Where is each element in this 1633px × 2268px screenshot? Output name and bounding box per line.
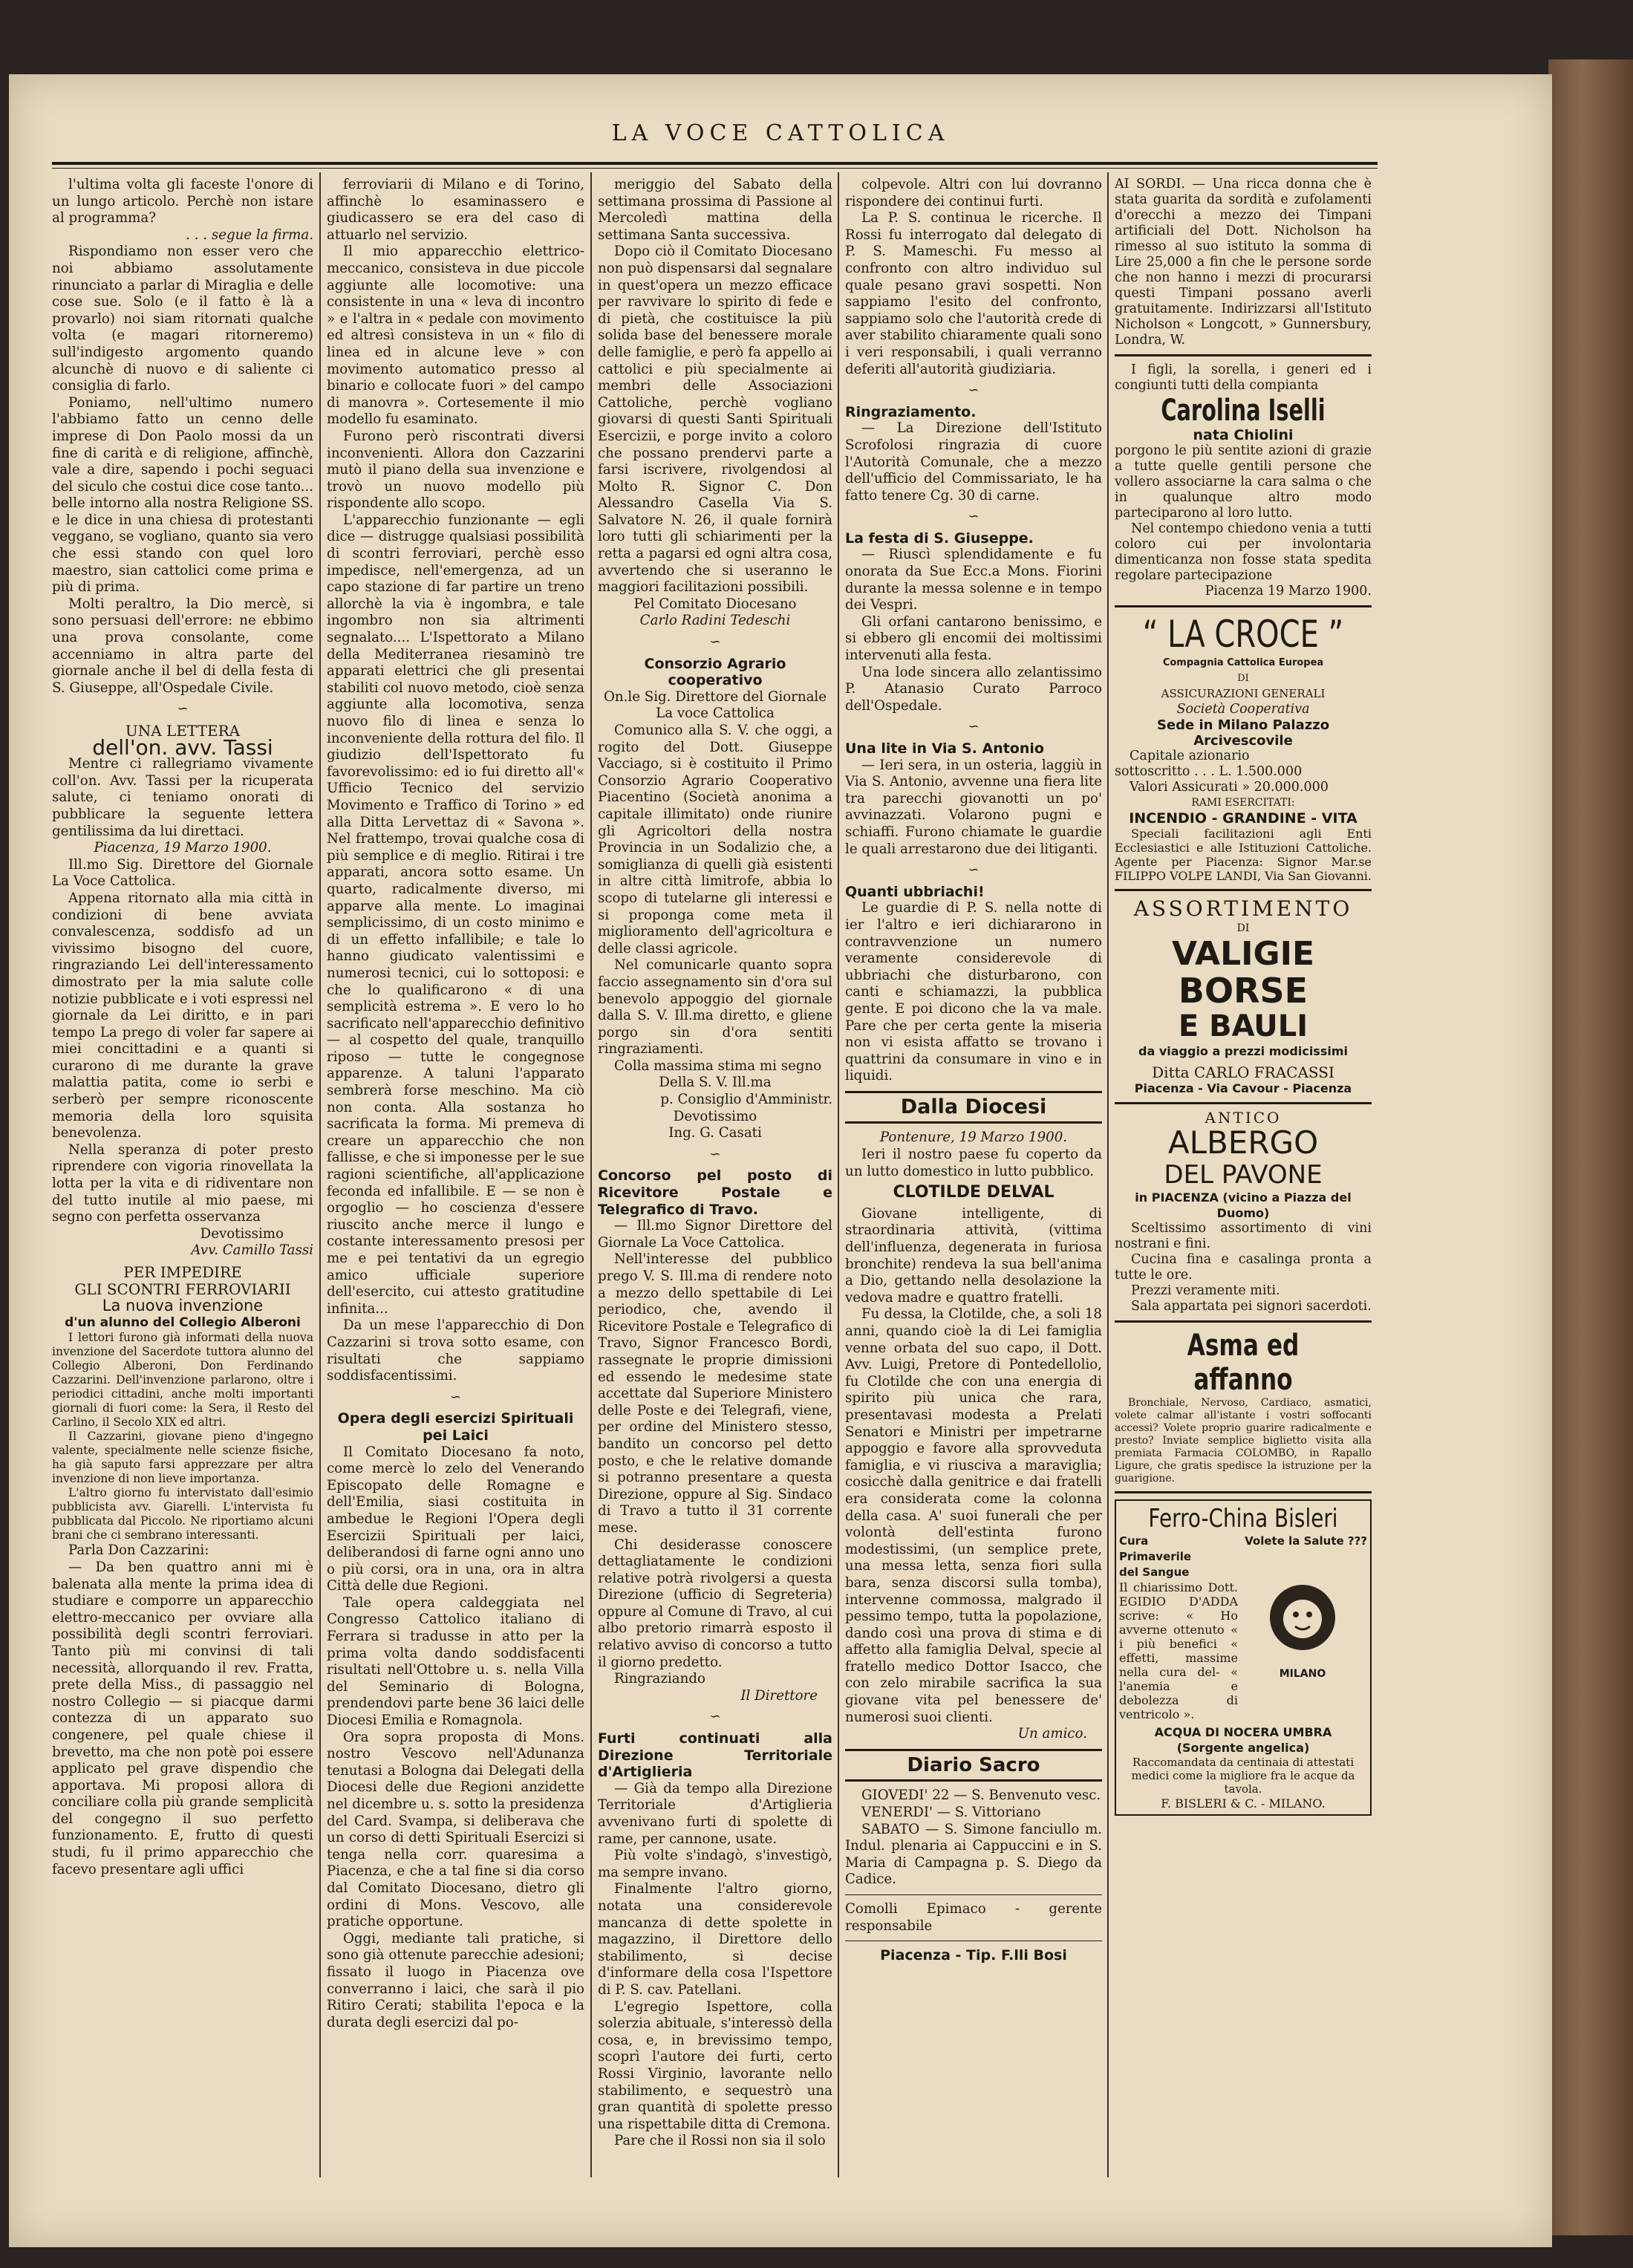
ornament: ∽ xyxy=(709,1709,721,1725)
section-rule xyxy=(845,1121,1102,1124)
column-separator xyxy=(319,172,321,2177)
article-title: dell'on. avv. Tassi xyxy=(92,734,273,760)
article-title: CLOTILDE DELVAL xyxy=(893,1183,1055,1202)
ad-text: Raccomandata da centinaia di attestati medici come la migliore fra le acque da tavola. xyxy=(1131,1756,1355,1796)
paragraph: Fu dessa, la Clotilde, che, a soli 18 anni, quando cioè la di Lei famiglia venne orbata del suo capo, il Dott. Avv. Luigi, Pretore di Pontedellolio, fu Clotilde che con una energia di spirito più unica che rara, presentavasi modesta a Prelati Senatori e Ministri per impetrarne appoggio e favore alla sprovveduta famiglia, e vi riusciva a maraviglia; cosicchè dalla genitrice e dai fratelli era considerata come la colonna della casa. A' suoi funerali che per volontà dell'estinta furono modestissimi, (un semplice prete, una messa letta, senza fiori sulla bara, senza discorsi sulla tomba), intervenne commossa, malgrado il pessimo tempo, tutta la popolazione, dando così una prova di stima e di affetto alla famiglia Delval, specie al fratello medico Dottor Isacco, che con zelo mirabile sacrifica la sua giovane vita pel benessere de' numerosi suoi clienti. xyxy=(845,1306,1102,1725)
ad-albergo-title: ALBERGO xyxy=(1167,1124,1319,1161)
signature: Il Direttore xyxy=(740,1687,818,1704)
ad-text: Sala appartata pei signori sacerdoti. xyxy=(1131,1299,1372,1314)
paragraph: Dopo ciò il Comitato Diocesano non può dispensarsi dal segnalare in quest'opera un mezzo efficace per ravvivare lo spirito di fede e di pietà, che costituisce la più solida base del benessere morale delle famiglie, e però fa appello ai cattolici e più specialmente ai membri delle Associazioni Cattoliche, perchè vogliano giovarsi di questi Santi Spirituali Esercizii, e porge invito a coloro che possano prendervi parte a farsi iscrivere, rivolgendosi al Molto R. Signor C. Don Alessandro Casella Via S. Salvatore N. 26, il quale fornirà loro tutti gli schiarimenti per la retta a pagarsi ed ogni altra cosa, avvertendo che si useranno le maggiori facilitazioni possibili. xyxy=(598,244,832,596)
paragraph: Nel comunicarle quanto sopra faccio assegnamento sin d'ora sul benevolo appoggio del giornale dalla S. V. Ill.ma diretto, e gliene porgo sin d'ora sentiti ringraziamenti. xyxy=(598,957,832,1058)
section-rule xyxy=(845,1940,1102,1941)
signature-note: . . . segue la firma. xyxy=(186,227,313,243)
paragraph: Ora sopra proposta di Mons. nostro Vescovo nell'Adunanza tenutasi a Bologna dai Delegati della Diocesi delle due Regioni anzidette nel dicembre u. s. sotto la presidenza del Card. Svampa, si deliberava che un corso di detti Spirituali Esercizi si tenga nella corr. quaresima a Piacenza, e che a tal fine si dia corso dal Comitato Diocesano, dietro gli ordini di Mons. Vescovo, alle pratiche opportune. xyxy=(327,1729,584,1930)
ad-text: Bronchiale, Nervoso, Cardiaco, asmatici, volete calmar all'istante i vostri soffocanti accessi? Volete proprio guarire radicalmente e presto? Inviate semplice biglietto visita alla premiata Farmacia COLOMBO, in Rapallo Ligure, che gratis spedisce la istruzione per la guarigione. xyxy=(1115,1397,1372,1485)
ornament: ∽ xyxy=(968,862,980,879)
paragraph: Ringraziando xyxy=(614,1671,705,1687)
ad-valigie-heading: ASSORTIMENTO xyxy=(1133,896,1353,921)
signature: Un amico. xyxy=(1017,1726,1087,1742)
column-5-ads xyxy=(1115,177,1372,2182)
paragraph: colpevole. Altri con lui dovranno rispondere dei continui furti. xyxy=(845,177,1102,209)
paragraph: Parla Don Cazzarini: xyxy=(68,1542,209,1559)
article-heading: UNA LETTERA xyxy=(125,722,241,740)
ad-text: da viaggio a prezzi modicissimi xyxy=(1138,1044,1348,1058)
paragraph: Più volte s'indagò, s'investigò, ma sempre invano. xyxy=(598,1848,832,1880)
paragraph: Il Comitato Diocesano fa noto, come mercè lo zelo del Venerando Episcopato delle Romagne e dell'Emilia, siasi costituita in ambedue le Regioni l'Opera degli Esercizii Spirituali per laici, deliberandosi di farne ogni anno uno o più corsi, ora in una, ora in altra Città delle due Regioni. xyxy=(327,1444,584,1594)
calendar-entry: SABATO — S. Simone fanciullo m. Indul. plenaria ai Cappuccini e in S. Maria di Campagna p. S. Diego da Cadice. xyxy=(845,1821,1102,1888)
signature: Della S. V. Ill.ma xyxy=(659,1075,772,1091)
paragraph: Furono però riscontrati diversi inconvenienti. Allora don Cazzarini mutò il piano della sua invenzione e trovò un nuovo modello più rispondente allo scopo. xyxy=(327,428,584,512)
ad-text: (Sorgente angelica) xyxy=(1176,1741,1310,1755)
ad-text: Cucina fina e casalinga pronta a tutte le ore. xyxy=(1115,1252,1372,1283)
ad-text: RAMI ESERCITATI: xyxy=(1191,797,1295,809)
paragraph: Molti peraltro, la Dio mercè, si sono persuasi dell'errore: ne ebbimo una prova consolante, come accenniamo in altra parte del giornale anche il bel di della festa di S. Giuseppe, all'Ospedale Civile. xyxy=(52,596,313,696)
header-rule xyxy=(52,162,1378,165)
paragraph: Oggi, mediante tali pratiche, si sono già ottenute parecchie adesioni; fissato il luogo in Piacenza ove converranno i laici, che sarà il pio Ritiro Cerati; stabilita l'epoca e la durata degli esercizi dal po- xyxy=(327,1930,584,2030)
ad-valigie-title: E BAULI xyxy=(1178,1009,1308,1043)
ad-albergo-heading: ANTICO xyxy=(1205,1109,1282,1127)
ad-text: ACQUA DI NOCERA UMBRA xyxy=(1154,1725,1332,1739)
header-rule-thin xyxy=(52,168,1378,169)
paragraph: Gli orfani cantarono benissimo, e si ebbero gli encomii dei moltissimi intervenuti alla festa. xyxy=(845,613,1102,664)
ornament: ∽ xyxy=(709,1146,721,1162)
ad-text: Valori Assicurati » 20.000.000 xyxy=(1130,780,1329,795)
obituary-text: I figli, la sorella, i generi ed i congiunti tutti della compianta xyxy=(1115,362,1372,393)
ad-text: Società Cooperativa xyxy=(1176,702,1310,717)
dateline: Piacenza, 19 Marzo 1900. xyxy=(94,840,272,856)
column-separator xyxy=(838,172,839,2177)
paragraph: Pare che il Rossi non sia il solo xyxy=(614,2133,826,2149)
article-title: Quanti ubbriachi! xyxy=(845,883,985,900)
obituary-text: Nel contempo chiedono venia a tutti coloro cui per involontaria dimenticanza non fosse stata spedita regolare partecipazione xyxy=(1115,521,1372,583)
paragraph: Il mio apparecchio elettrico-meccanico, consisteva in due piccole aggiunte alle locomotive: una consistente in una « leva di incontro » e l'altra in « pedale con movimento ed altresì consisteva in un « filo di linea ed in alcune leve » con movimento automatico presso al binario e collocate fuori » del campo di manovra ». Cortesemente il mio modello fu esaminato. xyxy=(327,244,584,428)
article-title: Una lite in Via S. Antonio xyxy=(845,740,1044,757)
newspaper-page xyxy=(9,74,1552,2247)
column-3 xyxy=(598,177,832,2182)
ad-ferro-china-box xyxy=(1115,1499,1372,1816)
paragraph: Colla massima stima mi segno xyxy=(614,1058,822,1074)
paragraph: meriggio del Sabato della settimana prossima di Passione al Mercoledì mattina della settimana Santa successiva. xyxy=(598,177,832,243)
section-title: Dalla Diocesi xyxy=(900,1095,1047,1118)
ad-asma-title: Asma ed affanno xyxy=(1187,1329,1300,1397)
obituary-text: porgono le più sentite azioni di grazie a tutte quelle gentili persone che vollero associarne la cara salma o che in qualunque altro modo parteciparono al loro lutto. xyxy=(1115,443,1372,521)
paragraph: La P. S. continua le ricerche. Il Rossi fu interrogato dal delegato di P. S. Mameschi. Fu messo al confronto con altro individuo sul quale pesano gravi sospetti. Non sappiamo l'esito del confronto, sappiamo solo che l'autorità crede di aver stabilito chiaramente quali sono i veri responsabili, i quali verranno deferiti all'autorità giudiziaria. xyxy=(845,210,1102,377)
paragraph: ferroviarii di Milano e di Torino, affinchè lo esaminassero e giudicassero se era del caso di attuarlo nel servizio. xyxy=(327,177,584,243)
signature-name: Carlo Radini Tedeschi xyxy=(639,613,791,629)
article-title: pei Laici xyxy=(423,1427,489,1444)
section-rule xyxy=(845,1749,1102,1751)
ad-text: sottoscritto . . . L. 1.500.000 xyxy=(1115,764,1303,779)
paragraph: Chi desiderasse conoscere dettagliatamente le condizioni relative potrà rivolgersi a questa Direzione (ufficio di Segreteria) oppure al Comune di Travo, al cui albo pretorio rimarrà esposto il relativo avviso di concorso a tutto il giorno predetto. xyxy=(598,1537,832,1670)
paragraph: Nell'interesse del pubblico prego V. S. Ill.ma di rendere noto a mezzo dello spettabile di Lei periodico, che, avendo il Ricevitore Postale e Telegrafico di Travo, Signor Francesco Bordi, rassegnate le proprie dimissioni ed essendo le medesime state accettate dal Superiore Ministero delle Poste e dei Telegrafi, viene, per ordine del Ministero stesso, bandito un concorso pel detto posto, e che le relative domande si potranno presentare a questa Direzione, oppure al Sig. Sindaco di Travo a tutto il 31 corrente mese. xyxy=(598,1251,832,1536)
obituary-date: Piacenza 19 Marzo 1900. xyxy=(1205,584,1372,599)
signature-name: Ing. G. Casati xyxy=(668,1125,762,1141)
ad-text: F. BISLERI & C. - MILANO. xyxy=(1161,1796,1326,1811)
section-rule xyxy=(1115,605,1372,607)
article-title: Ringraziamento. xyxy=(845,403,977,420)
column-separator xyxy=(1107,172,1109,2177)
paragraph: — Riuscì splendidamente e fu onorata da Sue Ecc.a Mons. Fiorini durante la messa solenne e in tempo dei Vespri. xyxy=(845,547,1102,613)
article-title: Furti continuati alla Direzione Territoriale d'Artiglieria xyxy=(598,1730,832,1781)
ad-croce-title: “ LA CROCE ” xyxy=(1142,613,1344,656)
section-rule xyxy=(1115,1102,1372,1104)
section-rule xyxy=(1115,1491,1372,1493)
signature: Devotissimo xyxy=(673,1108,757,1124)
ad-text: Speciali facilitazioni agli Enti Ecclesiastici e alle Istituzioni Cattoliche. Agente per Piacenza: Signor Mar.se FILIPPO VOLPE LANDI, Via San Giovanni. xyxy=(1115,827,1372,883)
ad-text: INCENDIO - GRANDINE - VITA xyxy=(1129,810,1357,827)
paragraph: l'ultima volta gli faceste l'onore di un lungo articolo. Perchè non istare al programma? xyxy=(52,177,313,227)
paragraph: Mentre ci rallegriamo vivamente coll'on. Avv. Tassi per la ricuperata salute, ci teniamo onorati di pubblicare la seguente lettera gentilissima da lui direttaci. xyxy=(52,756,313,839)
ad-text: DI xyxy=(1236,922,1250,934)
ad-sordi: AI SORDI. — Una ricca donna che è stata guarita da sordità e zufolamenti d'orecchi a mezzo dei Timpani artificiali del Dott. Nicholson ha rimesso al suo istituto la somma di Lire 25,000 a fin che le persone sorde che non hanno i mezzi di procurarsi questi Timpani possano averli gratuitamente. Indirizzarsi all'Istituto Nicholson « Longcott, » Gunnersbury, Londra, W. xyxy=(1115,177,1372,348)
column-separator xyxy=(590,172,592,2177)
section-rule xyxy=(845,1779,1102,1782)
ad-valigie-title: BORSE xyxy=(1178,971,1308,1011)
signature: p. Consiglio d'Amministr. xyxy=(660,1092,832,1108)
section-rule xyxy=(1115,1320,1372,1323)
paragraph: I lettori furono già informati della nuova invenzione del Sacerdote tuttora alunno del Collegio Alberoni, Don Ferdinando Cazzarini. Dell'invenzione parlarono, oltre i periodici cittadini, anche molti importanti giornali di fuori come: la Sera, il Resto del Carlino, il Secolo XIX ed altri. xyxy=(52,1331,313,1430)
article-heading: PER IMPEDIRE xyxy=(123,1263,242,1281)
paragraph: Comunico alla S. V. che oggi, a rogito del Dott. Giuseppe Vacciago, si è costituito il Primo Consorzio Agrario Cooperativo Piacentino (Società anonima a capitale illimitato) onde riunire gli Agricoltori della nostra Provincia in un Sodalizio che, a somiglianza di quelli già esistenti in altre città limitrofe, abbia lo scopo di tutelarne gli interessi e si proponga come meta il miglioramento dell'agricoltura e delle classi agricole. xyxy=(598,723,832,957)
ad-ferro-china-title: Ferro-China Bisleri xyxy=(1148,1504,1338,1534)
imprint-printer: Piacenza - Tip. F.lli Bosi xyxy=(880,1947,1067,1964)
ornament: ∽ xyxy=(968,509,980,525)
paragraph: — Da ben quattro anni mi è balenata alla mente la prima idea di studiare e comporre un apparecchio elettro-meccanico per ovviare alla possibilità degli scontri ferroviari. Tanto più mi convinsi di tali necessità, allorquando il rev. Fratta, prete della Miss., di passaggio nel nostro Collegio — si piacque darmi contezza di un apparato suo congenere, pel quale chiese il brevetto, ma che non potè poi essere applicato pel grave dispendio che apportava. Mi proposi allora di conciliare colla più grande semplicità del congegno il suo perfetto funzionamento. E, frutto di questi studi, fu il primo apparecchio che facevo presentare agli uffici xyxy=(52,1559,313,1877)
signature: Devotissimo xyxy=(200,1225,284,1242)
column-1 xyxy=(52,177,313,2182)
paragraph: Le guardie di P. S. nella notte di ier l'altro e ieri dichiararono in contravvenzione un numero veramente considerevole di ubbriachi che disturbarono, con canti e schiamazzi, la pubblica gente. E poi dicono che la va male. Pare che per certa gente la miseria non vi esista affatto se trovano i quattrini da consumare in vino e in liquidi. xyxy=(845,900,1102,1084)
ornament: ∽ xyxy=(449,1389,462,1405)
paragraph: Una lode sincera allo zelantissimo P. Atanasio Curato Parroco dell'Ospedale. xyxy=(845,664,1102,714)
article-title: Concorso pel posto di Ricevitore Postale e Telegrafico di Travo. xyxy=(598,1167,832,1218)
ad-text: Ditta CARLO FRACASSI xyxy=(1152,1063,1334,1081)
paragraph: Ill.mo Sig. Direttore del Giornale La Voce Cattolica. xyxy=(52,856,313,890)
section-title: Diario Sacro xyxy=(907,1753,1040,1776)
paragraph: Ieri il nostro paese fu coperto da un lutto domestico in lutto pubblico. xyxy=(845,1147,1102,1179)
ad-text: Cura Primaverile del Sangue xyxy=(1119,1534,1192,1579)
ornament: ∽ xyxy=(709,634,721,651)
paragraph: Rispondiamo non esser vero che noi abbiamo assolutamente rinunciato a parlar di Miraglia e delle cose sue. Solo (e il fatto è là a provarlo) noi siam ritornati qualche volta (e magari ritorneremo) sull'indigesto argomento quando alcunchè di nuovo e di saliente ci consiglia di farlo. xyxy=(52,244,313,394)
paragraph: Il Cazzarini, giovane pieno d'ingegno valente, specialmente nelle scienze fisiche, ha già saputo farsi apprezzare per altra invenzione di non lieve importanza. xyxy=(52,1430,313,1486)
section-rule xyxy=(845,1091,1102,1093)
section-rule xyxy=(1115,354,1372,356)
column-4 xyxy=(845,177,1102,2182)
section-rule xyxy=(845,1894,1102,1895)
ad-text: Sceltissimo assortimento di vini nostrani e fini. xyxy=(1115,1221,1372,1251)
salutation: On.le Sig. Direttore del Giornale La voce Cattolica xyxy=(603,688,827,722)
ad-text: DI xyxy=(1237,673,1249,684)
article-title: Opera degli esercizi Spirituali xyxy=(337,1410,574,1427)
paragraph: L'altro giorno fu intervistato dall'esimio pubblicista avv. Giarelli. L'intervista fu pubblicata dal Piccolo. Ne riportiamo alcuni brani che ci sembrano interessanti. xyxy=(52,1486,313,1542)
calendar-entry: GIOVEDI' 22 — S. Benvenuto vesc. xyxy=(861,1788,1101,1804)
article-subtitle: d'un alunno del Collegio Alberoni xyxy=(65,1314,301,1330)
paragraph: Giovane intelligente, di straordinaria attività, (vittima dell'influenza, degenerata in furiosa bronchite) rendeva la sua bell'anima a Dio, gettando nella desolazione la vedova madre e quattro fratelli. xyxy=(845,1205,1102,1306)
paragraph: Finalmente l'altro giorno, notata una considerevole mancanza di dette spolette in magazzino, il Direttore dello stabilimento, si decise d'informare della cosa l'Ispettore di P. S. cav. Patellani. xyxy=(598,1881,832,1998)
calendar-entry: VENERDI' — S. Vittoriano xyxy=(861,1805,1041,1821)
paragraph: — Ill.mo Signor Direttore del Giornale La Voce Cattolica. xyxy=(598,1218,832,1251)
ad-albergo-title: DEL PAVONE xyxy=(1164,1160,1323,1190)
ad-text: MILANO xyxy=(1279,1668,1326,1680)
article-heading: GLI SCONTRI FERROVIARII xyxy=(74,1280,291,1298)
paragraph: — Già da tempo alla Direzione Territoriale d'Artiglieria avvenivano furti di spolette di rame, per cannone, usate. xyxy=(598,1780,832,1847)
column-2 xyxy=(327,177,584,2182)
ad-text: Sede in Milano Palazzo Arcivescovile xyxy=(1156,717,1330,749)
paragraph: Appena ritornato alla mia città in condizioni di bene avviata convalescenza, soddisfo ad un vivissimo bisogno del cuore, ringraziando Lei dell'interessamento dimostrato per la mia salute colle notizie pubblicate e i voti espressi nel giornale da Lei diritto, e in pari tempo La prego di voler far sapere ai miei concittadini e a quanti si curarono di me durante la grave malattia patita, come io serbi e serberò per sempre riconoscente memoria della loro squisita benevolenza. xyxy=(52,890,313,1141)
imprint-gerente: Comolli Epimaco - gerente responsabile xyxy=(845,1901,1102,1934)
obituary-name: Carolina Iselli xyxy=(1161,394,1326,428)
paragraph: Nella speranza di poter presto riprendere con vigoria rinovellata la lotta per la vita e di ridiventare non del tutto inutile al mio paese, mi segno con perfetta osservanza xyxy=(52,1141,313,1225)
paragraph: — La Direzione dell'Istituto Scrofolosi ringrazia di cuore l'Autorità Comunale, che a mezzo dell'ufficio del Commissariato, le ha fatto tenere Cg. 30 di carne. xyxy=(845,420,1102,504)
dateline: Pontenure, 19 Marzo 1900. xyxy=(879,1130,1068,1146)
ad-text: in PIACENZA (vicino a Piazza del Duomo) xyxy=(1135,1190,1352,1220)
paragraph: — Ieri sera, in un osteria, laggiù in Via S. Antonio, avvenne una fiera lite tra parecchi giovanotti un po' avvinazzati. Volarono pugni e schiaffi. Furono chiamate le guardie le quali arrestarono due dei litiganti. xyxy=(845,757,1102,857)
paragraph: L'apparecchio funzionante — egli dice — distrugge qualsiasi possibilità di scontri ferroviari, perchè esso impedisce, nell'emergenza, ad un capo stazione di far partire un treno allorchè la via è ingombra, e tale ingombro non sia altrimenti segnalato.... L'Ispettorato a Milano della Mediterranea riesaminò tre apparati elettrici che gli presentai stabiliti col nuovo metodo, cioè senza aggiunte alla locomotiva, senza nuovo filo di linea e senza lo inconveniente della rottura del filo. Il giudizio dell'Ispettorato fu favorevolissimo: ed io fui diretto all'« Ufficio Tecnico del servizio Movimento e Traffico di Torino » ed alla Ditta Lervettaz di « Savona ». Nel frattempo, trovai qualche cosa di più semplice e di meglio. Ritirai i tre apparati, ancora sotto esame. Un quarto, radicalmente diverso, mi apparve alla mente. Lo imaginai semplicissimo, di un costo minimo e di un effetto infallibile; e tale lo hanno giudicato valentissimi e numerosi tecnici, cui lo sottoposi: e che lo qualificarono « di una semplicità estrema ». E vero lo ho sacrificato nell'apparecchio definitivo — al cospetto del quale, tranquillo riposo — tutte le congegnose apparenze. A taluni l'apparato sembrerà forse meschino. Ma ciò non conta. Alla sostanza ho sacrificata la forma. Mi premeva di creare un apparecchio che non fallisse, e che si imponesse per le sue ragioni scientifiche, all'applicazione feconda ed infallibile. E — se non è orgoglio — ho coscienza d'essere riuscito anche merce il lungo e costante interessamento presosi per me e pei tentativi da un egregio amico ufficiale superiore dell'esercito, cui attesto gratitudine infinita... xyxy=(327,512,584,1317)
article-subtitle: La nuova invenzione xyxy=(102,1297,264,1315)
paragraph: L'egregio Ispettore, colla solerzia abituale, s'interessò della cosa, e, in brevissimo tempo, scoprì l'autore dei furti, certo Rossi Virginio, lavorante nello stabilimento, e sequestrò una gran quantità di spolette presso una rispettabile ditta di Cremona. xyxy=(598,1998,832,2132)
paragraph: Tale opera caldeggiata nel Congresso Cattolico italiano di Ferrara si tradusse in atto per la prima volta dando soddisfacenti risultati nell'Ottobre u. s. nella Villa del Seminario di Bologna, prendendovi parte bene 36 laici delle Diocesi Emilia e Romagnola. xyxy=(327,1594,584,1729)
lion-head-icon xyxy=(1254,1580,1351,1662)
article-title: La festa di S. Giuseppe. xyxy=(845,529,1034,547)
ad-valigie-title: VALIGIE xyxy=(1171,935,1315,973)
ad-text: Il chiarissimo Dott. EGIDIO D'ADDA scrive: « Ho avverne ottenuto « i più benefici « effetti, massime nella cura del- « l'anemia e debolezza di ventricolo ». xyxy=(1119,1580,1238,1721)
section-rule xyxy=(1115,889,1372,891)
ad-text: Volete la Salute ??? xyxy=(1245,1534,1367,1548)
ad-text: Capitale azionario xyxy=(1130,749,1250,763)
ad-text: Prezzi veramente miti. xyxy=(1131,1283,1280,1298)
paragraph: Poniamo, nell'ultimo numero l'abbiamo fatto un cenno delle imprese di Don Paolo mossi da un fine di carità e di religione, affinchè, vale a dire, sapendo i pochi seguaci del siculo che costui dice cose tanto... belle intorno alla nostra Religione SS. e le dice in una chiesa di protestanti veggano, se vogliano, quanto sia vero che essi stando con quel loro maestro, sian cattolici come prima e più di prima. xyxy=(52,394,313,596)
signature-name: Avv. Camillo Tassi xyxy=(191,1242,313,1259)
ornament: ∽ xyxy=(968,719,980,735)
page-header: LA VOCE CATTOLICA xyxy=(611,120,950,146)
paragraph: Da un mese l'apparecchio di Don Cazzarini si trova sotto esame, con risultati che sappiamo soddisfacentissimi. xyxy=(327,1317,584,1384)
article-title: Consorzio Agrario cooperativo xyxy=(644,655,786,689)
ad-text: Compagnia Cattolica Europea xyxy=(1162,657,1324,668)
book-binding-edge xyxy=(1548,59,1633,2235)
signature: Pel Comitato Diocesano xyxy=(633,596,797,612)
ad-text: ASSICURAZIONI GENERALI xyxy=(1161,687,1326,700)
ornament: ∽ xyxy=(177,701,189,717)
obituary-maiden-name: nata Chiolini xyxy=(1193,427,1294,443)
ad-text: Piacenza - Via Cavour - Piacenza xyxy=(1134,1081,1352,1095)
ornament: ∽ xyxy=(968,382,980,399)
